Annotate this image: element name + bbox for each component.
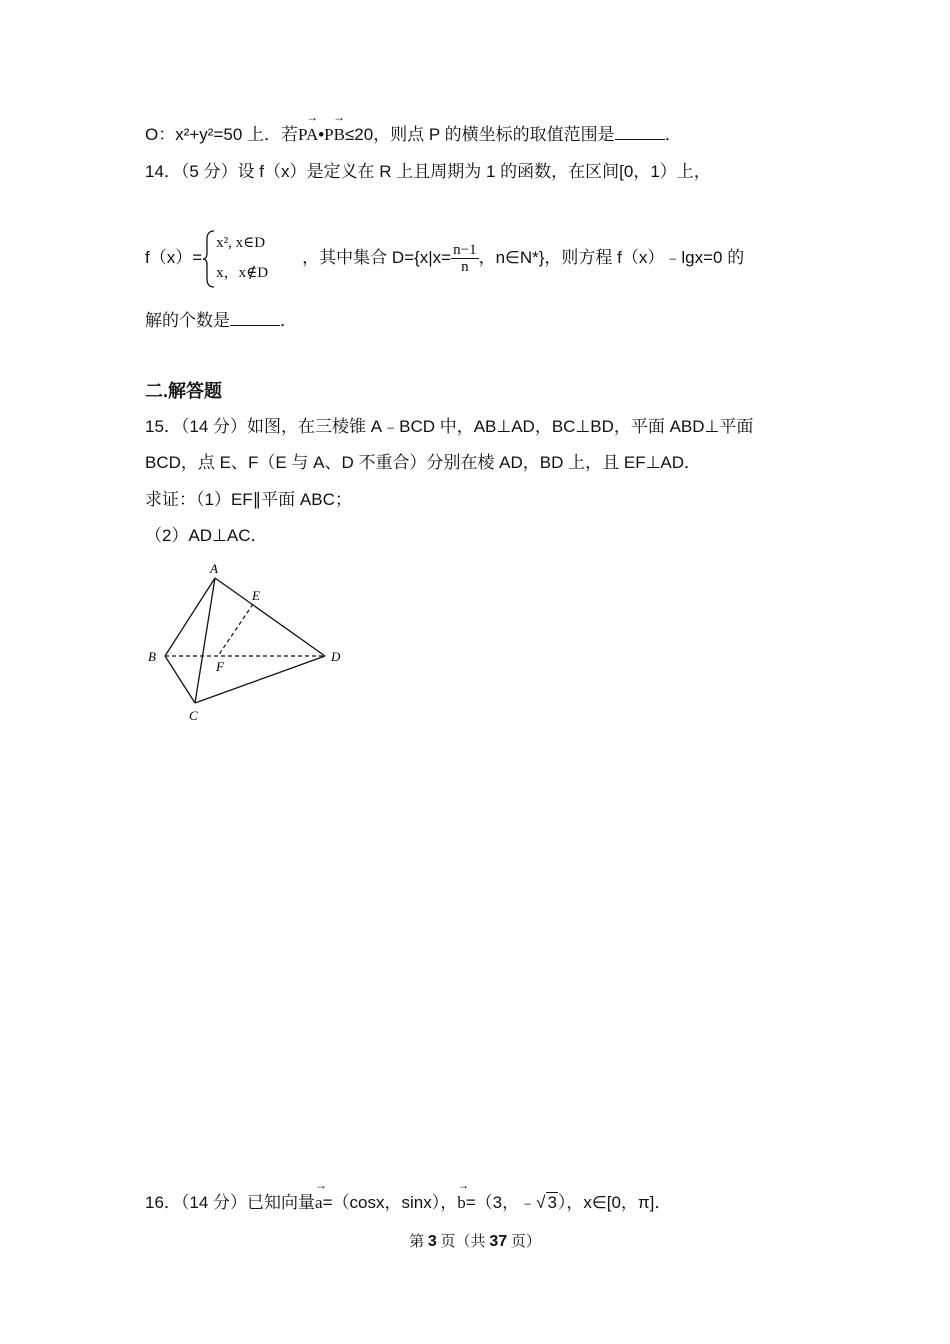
q14-mid: ，其中集合 D={x|x= <box>302 248 452 267</box>
vector-pb: → PB <box>324 124 345 146</box>
q14-after-frac: ，n∈N*}，则方程 f（x）﹣lgx=0 的 <box>478 248 745 267</box>
answer-blank <box>615 125 665 140</box>
q13-tail-line <box>145 124 682 146</box>
case-1: x², x∈D <box>216 234 266 251</box>
q16-part3: ），x∈[0，π]． <box>557 1193 672 1212</box>
q15-line-1: 15．（14 分）如图，在三棱锥 A﹣BCD 中，AB⊥AD，BC⊥BD，平面 ABD⊥平面 <box>145 417 754 436</box>
left-brace-icon <box>202 229 216 289</box>
answer-blank-2 <box>230 311 280 326</box>
edge-ab <box>165 578 215 656</box>
q16-part2: =（3，﹣ <box>465 1193 537 1212</box>
label-f: F <box>216 659 224 674</box>
fraction <box>451 242 478 275</box>
q13-suffix: ≤20，则点 P 的横坐标的取值范围是 <box>344 125 615 144</box>
q14-line-1: 14．（5 分）设 f（x）是定义在 R 上且周期为 1 的函数，在区间[0，1）上， <box>145 162 711 181</box>
label-a: A <box>210 561 218 576</box>
label-d: D <box>331 649 341 664</box>
edge-ac <box>195 578 215 703</box>
label-c: C <box>189 708 198 723</box>
fraction-denominator: n <box>461 259 469 276</box>
q15-line-3: 求证：（1）EF∥平面 ABC； <box>145 490 352 509</box>
f-label: f（x）= <box>145 248 203 267</box>
q14-line3-text: 解的个数是 <box>145 311 230 330</box>
footer-total-pages: 37 <box>489 1233 508 1250</box>
edge-ad <box>215 578 325 656</box>
page-footer <box>0 1230 950 1251</box>
section-heading: 二.解答题 <box>145 381 223 401</box>
sqrt-expression <box>536 1192 558 1214</box>
footer-post: 页） <box>510 1234 541 1250</box>
sqrt-icon: √ <box>536 1193 546 1212</box>
footer-pre: 第 <box>409 1234 425 1250</box>
case-2: x，x∉D <box>216 264 269 281</box>
label-e: E <box>252 588 260 603</box>
dot-operator: • <box>318 125 325 144</box>
vector-pa: → PA <box>298 124 318 146</box>
q13-prefix: O：x²+y²=50 上．若 <box>145 125 299 144</box>
fraction-numerator: n−1 <box>453 242 477 259</box>
q16-part1: =（cosx，sinx）， <box>322 1193 458 1212</box>
edge-bc <box>165 656 195 703</box>
q16-line <box>145 1192 671 1214</box>
vector-b: → b <box>457 1192 466 1214</box>
edge-cd <box>195 656 325 703</box>
q14-line-2 <box>145 228 744 288</box>
footer-page-number: 3 <box>427 1233 437 1250</box>
q15-line-4: （2）AD⊥AC． <box>145 526 268 545</box>
label-b: B <box>148 649 156 664</box>
sqrt-radicand: 3 <box>547 1193 557 1212</box>
vector-a: → a <box>315 1192 323 1214</box>
footer-mid: 页（共 <box>440 1234 486 1250</box>
piecewise-function <box>202 229 302 289</box>
pyramid-figure <box>140 558 360 728</box>
q14-line-3 <box>145 310 297 332</box>
q15-line-2: BCD，点 E、F（E 与 A、D 不重合）分别在棱 AD，BD 上，且 EF⊥AD． <box>145 453 702 472</box>
q16-prefix: 16．（14 分）已知向量 <box>145 1193 316 1212</box>
segment-ef-hidden <box>218 604 253 656</box>
q14-line3-end: ． <box>280 311 297 330</box>
q13-end: ． <box>664 125 682 144</box>
